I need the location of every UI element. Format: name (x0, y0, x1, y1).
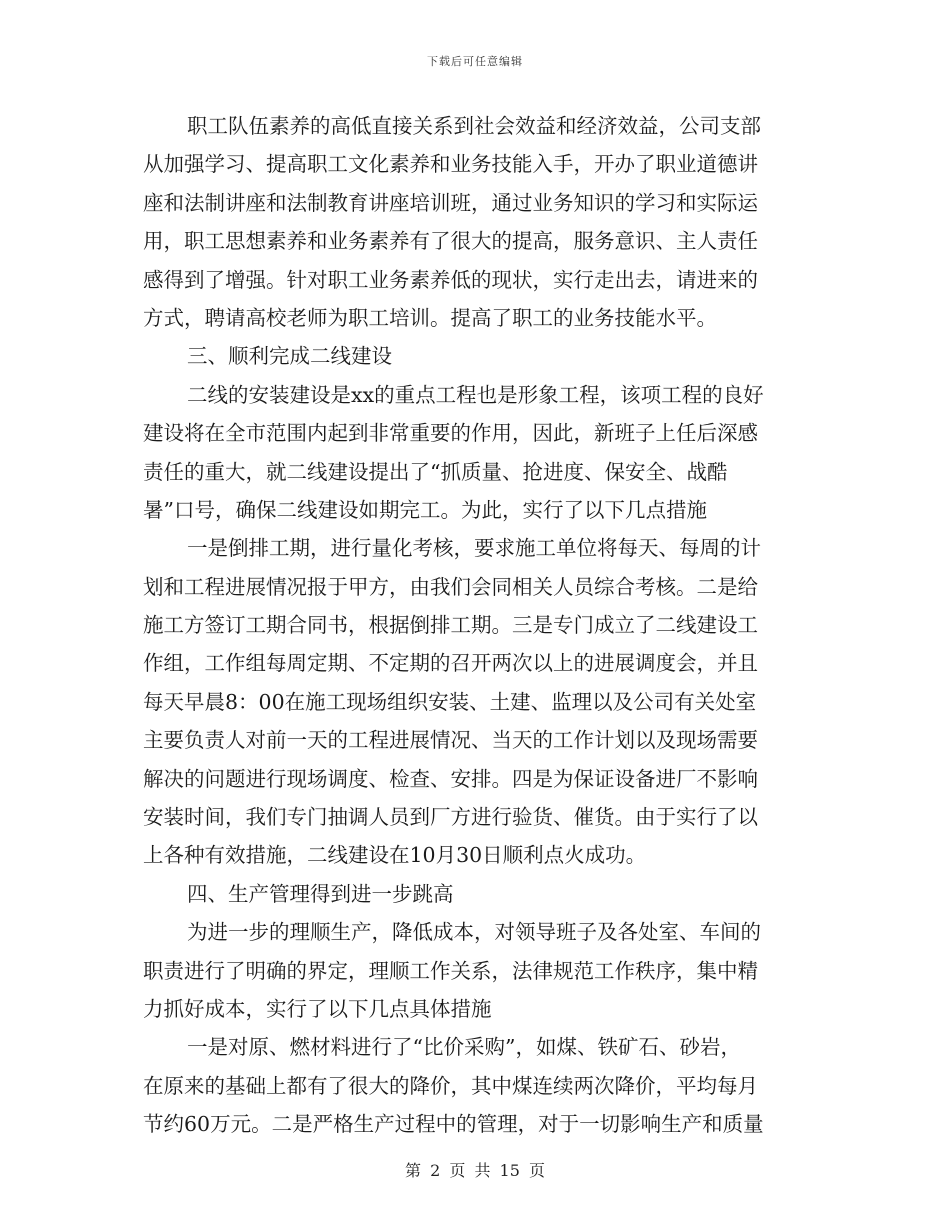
text-line: 一是对原、燃材料进行了“比价采购”，如煤、铁矿石、砂岩， (187, 1035, 741, 1060)
text-line: 施工方签订工期合同书，根据倒排工期。三是专门成立了二线建设工 (143, 613, 758, 638)
text-line: 节约60万元。二是严格生产过程中的管理，对于一切影响生产和质量 (143, 1112, 764, 1137)
text-line: 职工队伍素养的高低直接关系到社会效益和经济效益，公司支部 (187, 114, 761, 138)
text-line: 二线的安装建设是xx的重点工程也是形象工程，该项工程的良好 (187, 382, 764, 407)
text-line: 用，职工思想素养和业务素养有了很大的提高，服务意识、主人责任 (143, 229, 758, 254)
text-line: 划和工程进展情况报于甲方，由我们会同相关人员综合考核。二是给 (143, 574, 758, 599)
text-line: 每天早晨8：00在施工现场组织安装、土建、监理以及公司有关处室 (143, 689, 757, 714)
text-line: 责任的重大，就二线建设提出了“抓质量、抢进度、保安全、战酷 (143, 459, 728, 484)
document-body (143, 107, 808, 1144)
text-line: 方式，聘请高校老师为职工培训。提高了职工的业务技能水平。 (143, 305, 717, 330)
text-line: 主要负责人对前一天的工程进展情况、当天的工作计划以及现场需要 (143, 728, 758, 753)
text-line: 安装时间，我们专门抽调人员到厂方进行验货、催货。由于实行了以 (143, 805, 758, 830)
text-line: 三、顺利完成二线建设 (187, 344, 392, 369)
text-line: 从加强学习、提高职工文化素养和业务技能入手，开办了职业道德讲 (143, 152, 758, 177)
text-line: 上各种有效措施，二线建设在10月30日顺利点火成功。 (143, 843, 647, 868)
text-line: 建设将在全市范围内起到非常重要的作用，因此，新班子上任后深感 (143, 421, 758, 446)
text-line: 在原来的基础上都有了很大的降价，其中煤连续两次降价，平均每月 (143, 1073, 758, 1098)
text-line: 感得到了增强。针对职工业务素养低的现状，实行走出去，请进来的 (143, 267, 758, 292)
text-line: 解决的问题进行现场调度、检查、安排。四是为保证设备进厂不影响 (143, 766, 758, 791)
text-line: 四、生产管理得到进一步跳高 (187, 881, 454, 906)
text-line: 职责进行了明确的界定，理顺工作关系，法律规范工作秩序，集中精 (143, 958, 758, 983)
text-line: 座和法制讲座和法制教育讲座培训班，通过业务知识的学习和实际运 (143, 190, 758, 215)
text-line: 一是倒排工期，进行量化考核，要求施工单位将每天、每周的计 (187, 536, 761, 561)
page-number: 第 2 页 共 15 页 (405, 1161, 545, 1180)
text-line: 暑”口号，确保二线建设如期完工。为此，实行了以下几点措施 (143, 497, 707, 522)
text-line: 力抓好成本，实行了以下几点具体措施 (143, 996, 492, 1021)
text-line: 作组，工作组每周定期、不定期的召开两次以上的进展调度会，并且 (143, 651, 758, 676)
text-line: 为进一步的理顺生产，降低成本，对领导班子及各处室、车间的 (187, 920, 761, 945)
header-note: 下载后可任意编辑 (427, 55, 523, 68)
